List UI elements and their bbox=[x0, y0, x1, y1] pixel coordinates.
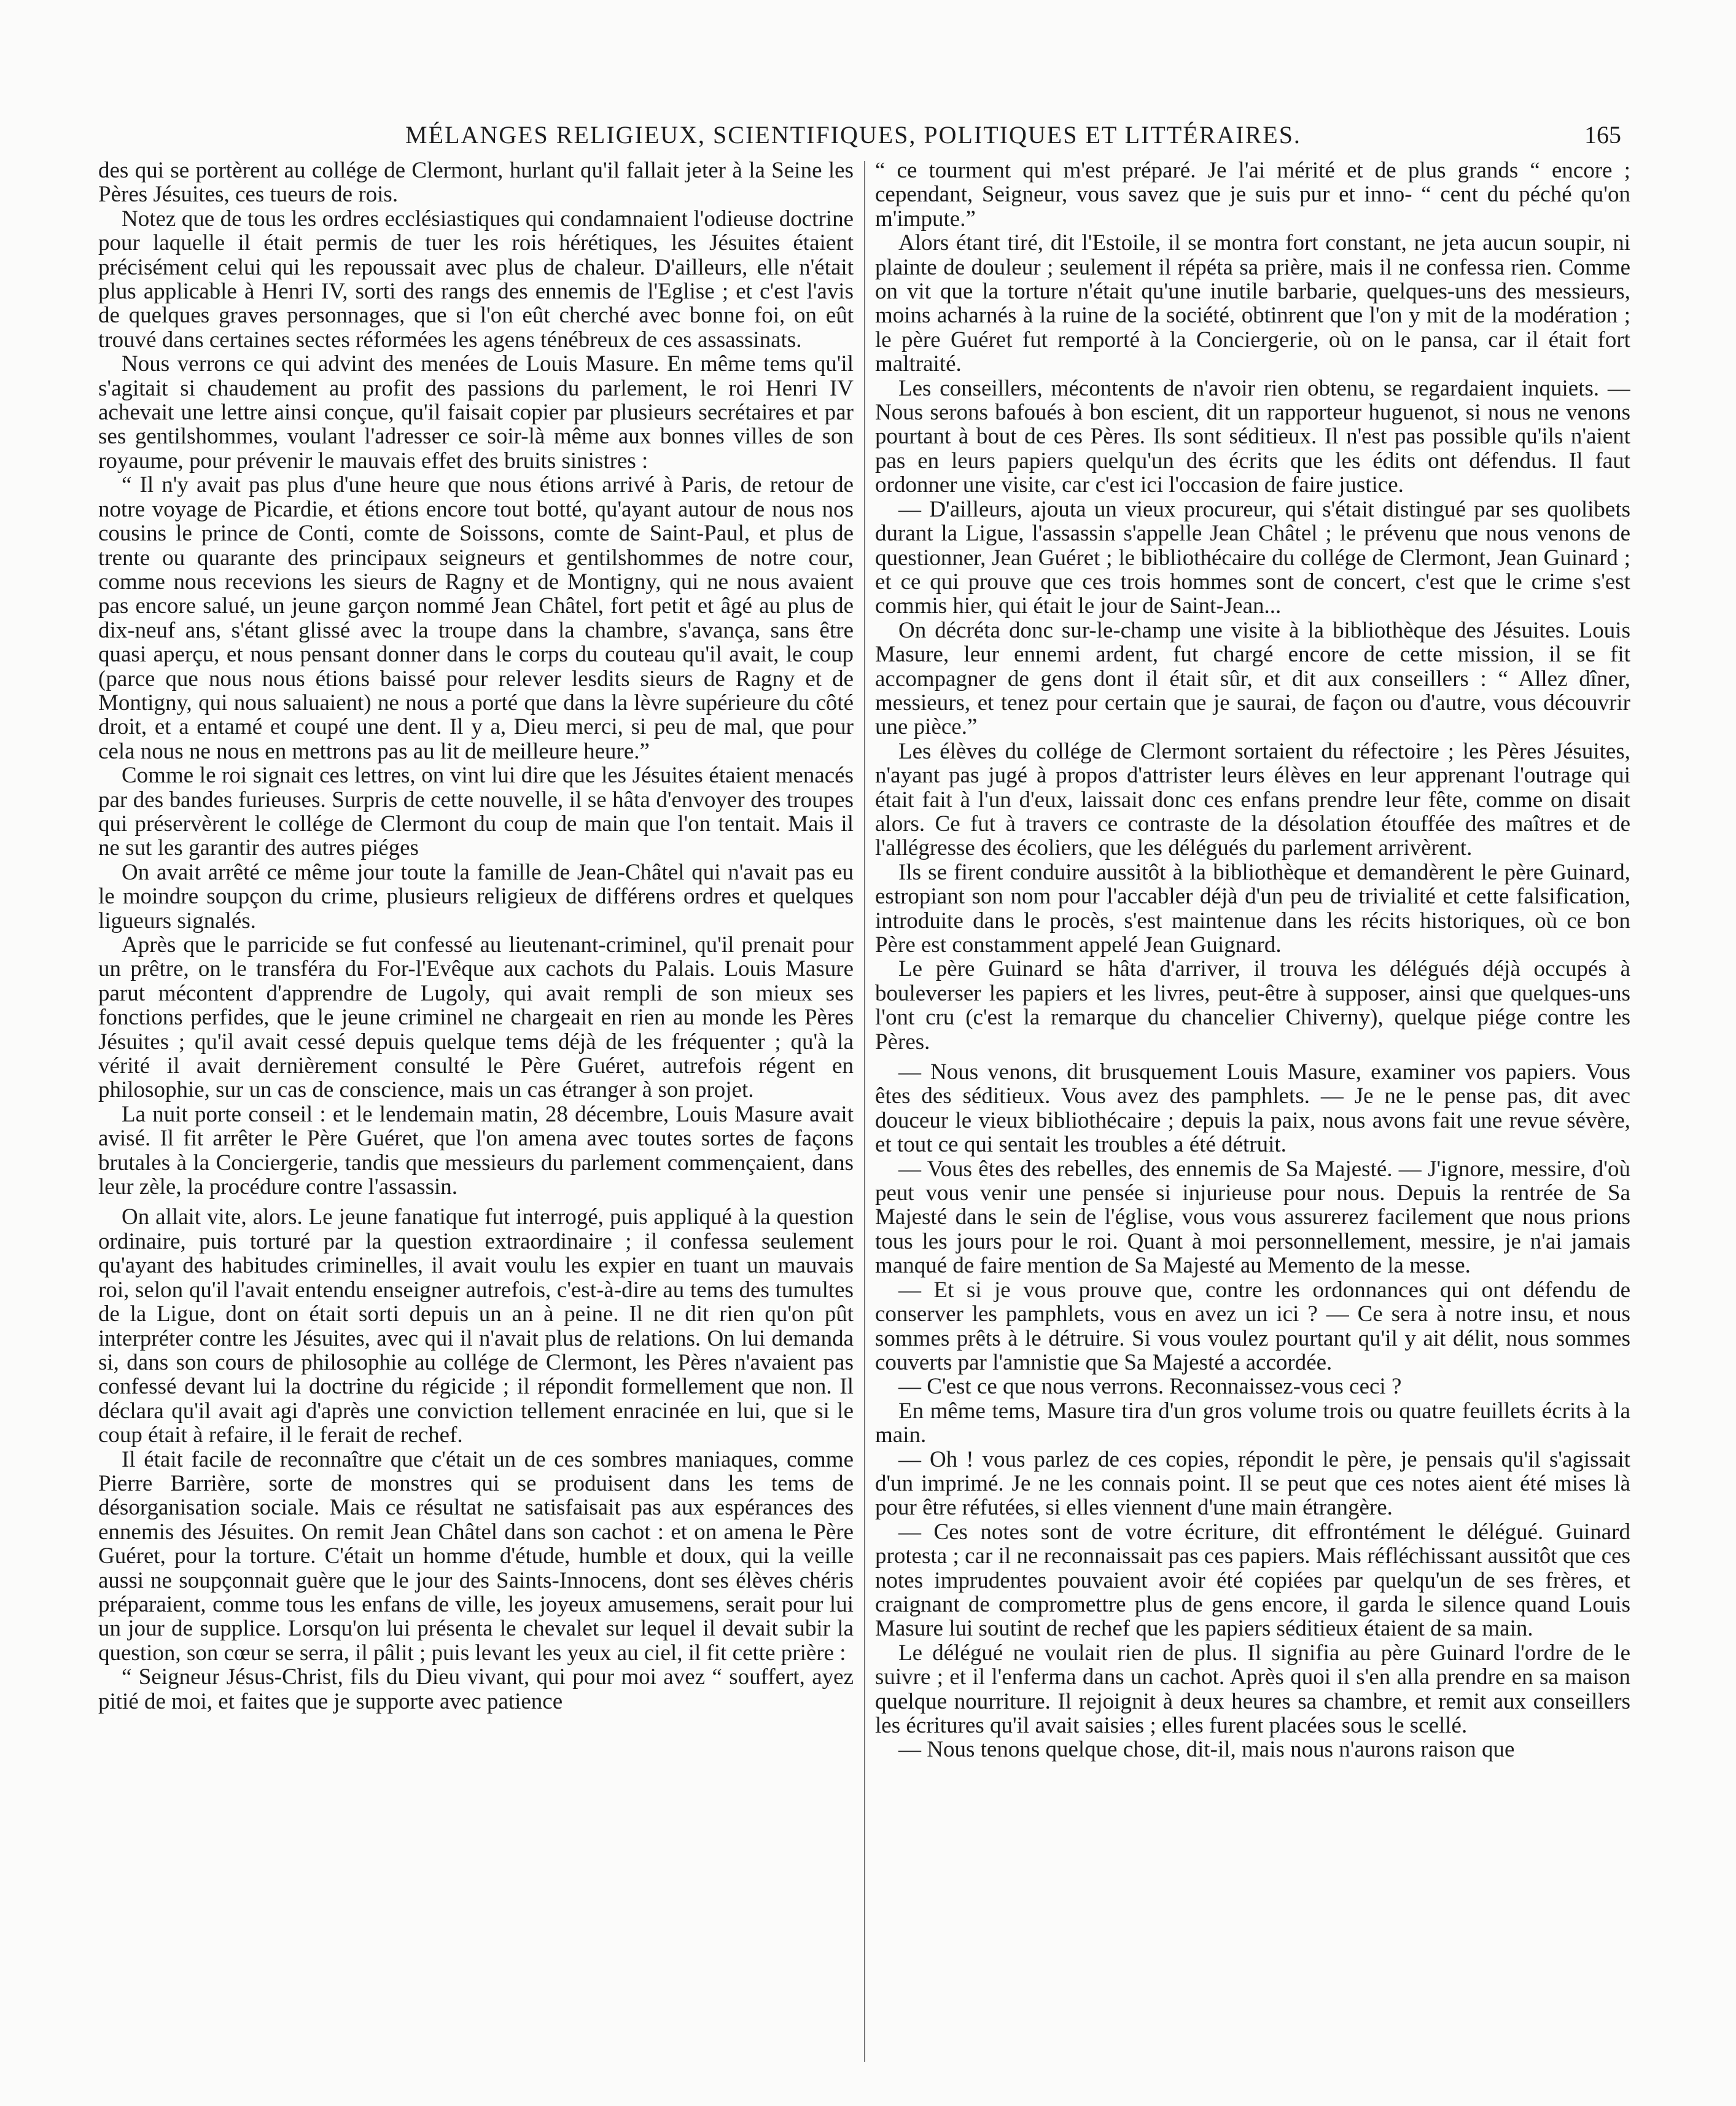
paragraph: — Nous venons, dit brusquement Louis Masure, examiner vos papiers. Vous êtes des séditieux. Vous avez des pamphlets. — Je ne le pense pas, dit avec douceur le vieux bibliothécaire ; depuis la paix, nous avons fait une revue sévère, et tout ce qui sentait les troubles a été détruit. bbox=[875, 1059, 1630, 1158]
paragraph: Les conseillers, mécontents de n'avoir rien obtenu, se regardaient inquiets. — Nous serons bafoués à bon escient, dit un rapporteur huguenot, si nous ne venons pourtant à bout de ces Pères. Ils sont séditieux. Il n'est pas possible qu'ils n'aient pas en leurs papiers quelqu'un des écrits que les édits ont défendus. Il faut ordonner une visite, car c'est ici l'occasion de faire justice. bbox=[875, 375, 1630, 498]
paragraph: — Et si je vous prouve que, contre les ordonnances qui ont défendu de conserver les pamphlets, vous en avez un ici ? — Ce sera à notre insu, et nous sommes prêts à le détruire. Si vous voulez pourtant qu'il y ait délit, nous sommes couverts par l'amnistie que Sa Majesté a accordée. bbox=[875, 1277, 1630, 1375]
paragraph: — Ces notes sont de votre écriture, dit effrontément le délégué. Guinard protesta ; car il ne reconnaissait pas ces papiers. Mais réfléchissant aussitôt que ces notes imprudentes pouvaient avoir été copiées par quelqu'un de ses frères, et craignant de compromettre plus de gens encore, il garda le silence quand Louis Masure lui soutint de rechef que les papiers séditieux étaient de sa main. bbox=[875, 1519, 1630, 1642]
paragraph: Après que le parricide se fut confessé au lieutenant-criminel, qu'il prenait pour un prêtre, on le transféra du For-l'Evêque aux cachots du Palais. Louis Masure parut mécontent d'apprendre de Lugoly, qui avait rempli de son mieux ses fonctions perfides, que le jeune criminel ne chargeait en rien au monde les Pères Jésuites ; qu'il avait cessé depuis quelque tems déjà de les fréquenter ; qu'à la vérité il avait dernièrement consulté le Père Guéret, autrefois régent en philosophie, sur un cas de conscience, mais un cas étranger à son projet. bbox=[98, 932, 854, 1103]
paragraph: Le délégué ne voulait rien de plus. Il signifia au père Guinard l'ordre de le suivre ; et il l'enferma dans un cachot. Après quoi il s'en alla prendre en sa maison quelque nourriture. Il rejoignit à deux heures sa chambre, et remit aux conseillers les écritures qu'il avait saisies ; elles furent placées sous le scellé. bbox=[875, 1640, 1630, 1738]
paragraph: Comme le roi signait ces lettres, on vint lui dire que les Jésuites étaient menacés par des bandes furieuses. Surpris de cette nouvelle, il se hâta d'envoyer des troupes qui préservèrent le collége de Clermont du coup de main que l'on tentait. Mais il ne sut les garantir des autres piéges bbox=[98, 763, 854, 861]
page-header-title: MÉLANGES RELIGIEUX, SCIENTIFIQUES, POLITIQUES ET LITTÉRAIRES. bbox=[405, 121, 1301, 149]
left-column bbox=[98, 158, 854, 2062]
paragraph: des qui se portèrent au collége de Clermont, hurlant qu'il fallait jeter à la Seine les Pères Jésuites, ces tueurs de rois. bbox=[98, 158, 854, 208]
paragraph: — Vous êtes des rebelles, des ennemis de Sa Majesté. — J'ignore, messire, d'où peut vous venir une pensée si injurieuse pour nous. Depuis la rentrée de Sa Majesté dans le sein de l'église, vous vous assurerez facilement que nous prions tous les jours pour le roi. Quant à moi personnellement, messire, je n'ai jamais manqué de faire mention de Sa Majesté au Memento de la messe. bbox=[875, 1156, 1630, 1279]
right-column bbox=[875, 158, 1630, 2062]
paragraph: — C'est ce que nous verrons. Reconnaissez-vous ceci ? bbox=[898, 1374, 1402, 1400]
paragraph: Alors étant tiré, dit l'Estoile, il se montra fort constant, ne jeta aucun soupir, ni plainte de douleur ; seulement il répéta sa prière, mais il ne confessa rien. Comme on vit que la torture n'était qu'une inutile barbarie, quelques-uns des messieurs, moins acharnés à la ruine de la société, obtinrent que l'on y mit de la modération ; le père Guéret fut remporté à la Conciergerie, où on le pansa, car il était fort maltraité. bbox=[875, 230, 1630, 377]
paragraph: Notez que de tous les ordres ecclésiastiques qui condamnaient l'odieuse doctrine pour laquelle il était permis de tuer les rois hérétiques, les Jésuites étaient précisément celui qui les repoussait avec plus de chaleur. D'ailleurs, elle n'était plus applicable à Henri IV, sorti des rangs des ennemis de l'Eglise ; et c'est l'avis de quelques graves personnages, que si l'on eût cherché avec bonne foi, on eût trouvé dans certaines sectes réformées les agens ténébreux de ces assassinats. bbox=[98, 206, 854, 353]
column-divider bbox=[864, 161, 865, 2062]
quoted-prayer: “ Seigneur Jésus-Christ, fils du Dieu vivant, qui pour moi avez “ souffert, ayez pitié de moi, et faites que je supporte avec patience bbox=[98, 1664, 854, 1714]
paragraph: On avait arrêté ce même jour toute la famille de Jean-Châtel qui n'avait pas eu le moindre soupçon du crime, plusieurs religieux de différens ordres et quelques ligueurs signalés. bbox=[98, 859, 854, 934]
paragraph: — D'ailleurs, ajouta un vieux procureur, qui s'était distingué par ses quolibets durant la Ligue, l'assassin s'appelle Jean Châtel ; le prévenu que nous venons de questionner, Jean Guéret ; le bibliothécaire du collége de Clermont, Jean Guinard ; et ce qui prouve que ces trois hommes sont de concert, c'est que le crime s'est commis hier, qui était le jour de Saint-Jean... bbox=[875, 496, 1630, 619]
paragraph: On allait vite, alors. Le jeune fanatique fut interrogé, puis appliqué à la question ordinaire, puis torturé par la question extraordinaire ; il confessa seulement qu'ayant des habitudes criminelles, il avait voulu les expier en tuant un mauvais roi, selon qu'il l'avait entendu enseigner autrefois, c'est-à-dire au tems des tumultes de la Ligue, dont on était sorti depuis un an à peine. Il ne dit rien qu'on pût interpréter contre les Jésuites, avec qui il n'avait plus de relations. On lui demanda si, dans son cours de philosophie au collége de Clermont, les Pères n'avaient pas confessé devant lui la doctrine du régicide ; il répondit formellement que non. Il déclara qu'il avait agi d'après une conviction tellement enracinée en lui, que si le coup était à refaire, il le ferait de rechef. bbox=[98, 1204, 854, 1448]
paragraph: La nuit porte conseil : et le lendemain matin, 28 décembre, Louis Masure avait avisé. Il fit arrêter le Père Guéret, que l'on amena avec toutes sortes de façons brutales à la Conciergerie, tandis que messieurs du parlement commençaient, dans leur zèle, la procédure contre l'assassin. bbox=[98, 1101, 854, 1200]
paragraph: Les élèves du collége de Clermont sortaient du réfectoire ; les Pères Jésuites, n'ayant pas jugé à propos d'attrister leurs élèves en leur apprenant l'outrage qui était fait à l'un d'eux, laissait donc ces enfans prendre leur fête, comme on disait alors. Ce fut à travers ce contraste de la désolation étouffée des maîtres et de l'allégresse des écoliers, que les délégués du parlement arrivèrent. bbox=[875, 738, 1630, 861]
paragraph: Nous verrons ce qui advint des menées de Louis Masure. En même tems qu'il s'agitait si chaudement au profit des passions du parlement, le roi Henri IV achevait une lettre ainsi conçue, qu'il faisait copier par plusieurs secrétaires et par ses gentilshommes, voulant l'adresser ce soir-là même aux bonnes villes de son royaume, pour prévenir le mauvais effet des bruits sinistres : bbox=[98, 351, 854, 474]
paragraph: En même tems, Masure tira d'un gros volume trois ou quatre feuillets écrits à la main. bbox=[875, 1398, 1630, 1448]
paragraph: Le père Guinard se hâta d'arriver, il trouva les délégués déjà occupés à bouleverser les papiers et les livres, peut-être à supposer, ainsi que quelques-uns l'ont cru (c'est la remarque du chancelier Chiverny), quelque piége contre les Pères. bbox=[875, 956, 1630, 1055]
paragraph: On décréta donc sur-le-champ une visite à la bibliothèque des Jésuites. Louis Masure, leur ennemi ardent, fut chargé encore de cette mission, il se fit accompagner de gens dont il était sûr, et dit aux conseillers : “ Allez dîner, messieurs, et tenez pour certain que je saurai, de façon ou d'autre, vous découvrir une pièce.” bbox=[875, 617, 1630, 740]
paragraph: Ils se firent conduire aussitôt à la bibliothèque et demandèrent le père Guinard, estropiant son nom pour l'accabler déjà d'un peu de trivialité et cette falsification, introduite dans le procès, s'est maintenue dans les récits historiques, où ce bon Père est constamment appelé Jean Guignard. bbox=[875, 859, 1630, 957]
paragraph: Il était facile de reconnaître que c'était un de ces sombres maniaques, comme Pierre Barrière, sorte de monstres qui se produisent dans les tems de désorganisation sociale. Mais ce résultat ne satisfaisait pas aux espérances des ennemis des Jésuites. On remit Jean Châtel dans son cachot : et on amena le Père Guéret, pour la torture. C'était un homme d'étude, humble et doux, qui la veille aussi ne soupçonnait guère que le jour des Saints-Innocens, dont ses élèves chéris préparaient, comme tous les enfans de ville, les joyeux amusemens, serait pour lui un jour de supplice. Lorsqu'on lui présenta le chevalet sur lequel il devait subir la question, son cœur se serra, il pâlit ; puis levant les yeux au ciel, il fit cette prière : bbox=[98, 1446, 854, 1666]
paragraph: — Oh ! vous parlez de ces copies, répondit le père, je pensais qu'il s'agissait d'un imprimé. Je ne les connais point. Il se peut que ces notes aient été mises là pour être réfutées, si elles viennent d'une main étrangère. bbox=[875, 1446, 1630, 1521]
quoted-prayer-continued: “ ce tourment qui m'est préparé. Je l'ai mérité et de plus grands “ encore ; cependant, Seigneur, vous savez que je suis pur et inno- “ cent du péché qu'on m'impute.” bbox=[875, 158, 1630, 232]
quoted-letter: “ Il n'y avait pas plus d'une heure que nous étions arrivé à Paris, de retour de notre voyage de Picardie, et étions encore tout botté, qu'ayant autour de nous nos cousins le prince de Conti, comte de Soissons, comte de Saint-Paul, et plus de trente ou quarante des principaux seigneurs et gentilshommes de notre cour, comme nous recevions les sieurs de Ragny et de Montigny, qui ne nous avaient pas encore salué, un jeune garçon nommé Jean Châtel, fort petit et âgé au plus de dix-neuf ans, s'étant glissé avec la troupe dans la chambre, s'avança, sans être quasi aperçu, et nous pensant donner dans le corps du couteau qu'il avait, le coup (parce que nous nous étions baissé pour relever lesdits sieurs de Ragny et de Montigny, qui nous saluaient) ne nous a porté que dans la lèvre supérieure du côté droit, et a entamé et coupé une dent. Il y a, Dieu merci, si peu de mal, que pour cela nous ne nous en mettrons pas au lit de meilleure heure.” bbox=[98, 472, 854, 764]
running-head bbox=[98, 120, 1633, 155]
paragraph: — Nous tenons quelque chose, dit-il, mais nous n'aurons raison que bbox=[898, 1737, 1515, 1763]
page-number: 165 bbox=[1584, 121, 1621, 149]
